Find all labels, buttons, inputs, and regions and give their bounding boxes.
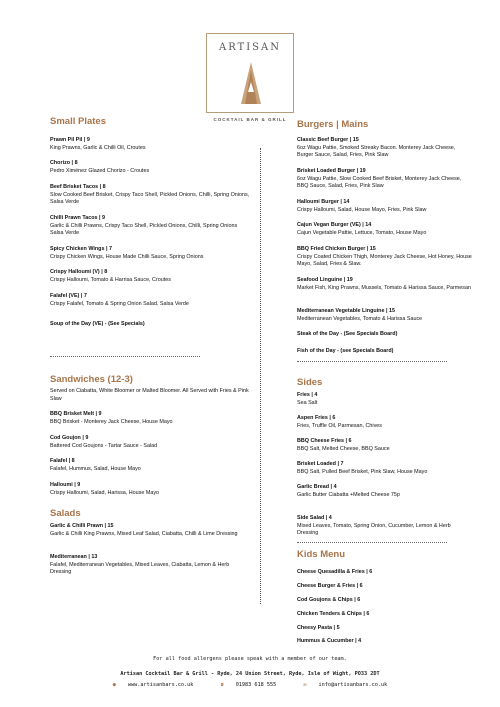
menu-item [297,392,472,407]
menu-item-name: Chicken Tenders & Chips | 6 [297,611,370,617]
menu-item [297,168,472,191]
sandwiches-intro: Served on Ciabatta, White Bloomer or Malted Bloomer. All Served with Fries & Pink Slaw [50,388,249,402]
menu-item [297,199,472,214]
menu-item-name: BBQ Cheese Fries | 6 [297,438,352,444]
menu-item [50,160,250,175]
menu-item [50,246,250,261]
menu-item-description: Mixed Leaves, Tomato, Spring Onion, Cucumber, Lemon & Herb Dressing [297,522,451,537]
menu-item [50,184,250,207]
menu-item-name: Fish of the Day - (see Specials Board) [297,348,394,354]
menu-item-description: King Prawns, Garlic & Chilli Oil, Croutes [50,144,146,151]
menu-item-description: Market Fish, King Prawns, Mussels, Tomato & Harissa Sauce, Parmesan [297,284,471,291]
menu-item [50,321,250,329]
menu-item-description: Crispy Halloumi, Tomato & Harrisa Sauce, Croutes [50,276,171,283]
globe-icon: ● [112,682,116,688]
menu-item-description: BBQ Brisket - Monterey Jack Cheese, House Mayo [50,418,173,425]
website-contact[interactable] [107,682,200,688]
menu-item [297,415,472,430]
menu-item-description: Garlic & Chilli Prawns, Crispy Taco Shell, Pickled Onions, Chilli, Spring Onions Salsa Verde [50,222,238,237]
menu-item-name: Chorizo | 8 [50,160,78,166]
menu-item-name: Halloumi | 9 [50,482,81,488]
menu-item [297,331,472,339]
menu-item-name: Chilli Prawn Tacos | 9 [50,215,106,221]
divider [297,542,447,543]
menu-item-description: Garlic & Chilli King Prawns, Mixed Leaf Salad, Ciabatta, Chilli & Lime Dressing [50,530,238,537]
menu-item-name: Falafel | 8 [50,458,75,464]
menu-item-name: Falafel (VE) | 7 [50,293,87,299]
menu-item-name: Cod Goujons & Chips | 6 [297,597,361,603]
menu-item-description: Crispy Halloumi, Salad, House Mayo, Fries, Pink Slaw [297,206,427,213]
menu-item-description: Fries, Truffle Oil, Parmesan, Chives [297,422,382,429]
menu-item-description: Crispy Falafel, Tomato & Spring Onion Salad, Salsa Verde [50,300,189,307]
menu-item-name: Seafood Linguine | 19 [297,277,353,283]
kids-menu-title: Kids Menu [297,549,346,560]
menu-item [297,484,472,499]
menu-item-name: Cheesy Pasta | 5 [297,625,340,631]
sides-title: Sides [297,377,323,388]
email-contact[interactable] [297,682,393,688]
menu-item [50,523,250,538]
menu-item [297,597,472,605]
menu-item [50,137,250,152]
menu-item [50,215,250,238]
phone-text: 01983 618 555 [235,682,277,688]
menu-item [297,438,472,453]
sandwiches-title: Sandwiches (12-3) [50,374,133,385]
menu-item-description: 6oz Wagu Pattie, Smoked Streaky Bacon. Monterey Jack Cheese, Burger Sauce, Salad, Fries, Pink Slaw [297,144,456,159]
column-divider [260,148,261,604]
menu-item-name: Mediterranean | 13 [50,554,98,560]
menu-item-name: Hummus & Cucumber | 4 [297,638,362,644]
menu-item-name: Cajun Vegan Burger (VE) | 14 [297,222,372,228]
menu-item-description: BBQ Salt, Pulled Beef Brisket, Pink Slaw, House Mayo [297,468,428,475]
menu-item [50,482,250,497]
menu-item-description: Cajun Vegetable Pattie, Lettuce, Tomato, House Mayo [297,229,427,236]
divider [297,361,447,362]
menu-item-name: Beef Brisket Tacos | 8 [50,184,106,190]
menu-item-name: Spicy Chicken Wings | 7 [50,246,112,252]
menu-item-description: Crispy Halloumi, Salad, Harissa, House Mayo [50,489,160,496]
menu-item-description: Garlic Butter Ciabatta +Melted Cheese 75p [297,491,400,498]
menu-item-description: Pedro Ximénez Glazed Chorizo - Croutes [50,167,150,174]
menu-item [50,554,250,577]
salads-title: Salads [50,508,81,519]
menu-item-name: Brisket Loaded Burger | 19 [297,168,366,174]
menu-item-name: BBQ Fried Chicken Burger | 15 [297,246,376,252]
menu-item [297,569,472,577]
menu-item-name: Crispy Halloumi (V) | 8 [50,269,108,275]
menu-item [297,277,472,292]
menu-item-name: Cheese Burger & Fries | 6 [297,583,363,589]
menu-item [297,137,472,160]
logo [206,33,294,113]
email-icon: ✉ [303,682,307,688]
phone-icon: ☎ [220,682,224,688]
address: Artisan Cocktail Bar & Grill - Ryde, 24 Union Street, Ryde, Isle of Wight, PO33 2DT [120,671,380,677]
menu-item-description: BBQ Salt, Melted Cheese, BBQ Sauce [297,445,390,452]
website-text: www.artisanbars.co.uk [127,682,194,688]
menu-item [297,638,472,646]
menu-item-name: Mediterranean Vegetable Linguine | 15 [297,308,395,314]
menu-item-name: Halloumi Burger | 14 [297,199,350,205]
menu-item-description: Crispy Coated Chicken Thigh, Monterey Jack Cheese, Hot Honey, House Mayo, Salad, Fries & Slaw. [297,253,472,268]
menu-item [297,348,472,356]
menu-item [50,435,250,450]
menu-item [50,458,250,473]
menu-item-name: Brisket Loaded | 7 [297,461,344,467]
menu-item [297,246,472,269]
contact-bar [0,682,500,688]
menu-item [50,269,250,284]
menu-item-description: Falafel, Mediterranean Vegetables, Mixed Leaves, Ciabatta, Lemon & Herb Dressing [50,561,230,576]
menu-item-name: Fries | 4 [297,392,318,398]
menu-item-description: Slow Cooked Beef Brisket, Crispy Taco Shell, Pickled Onions, Chilli, Spring Onions, Salsa Verde [50,191,250,206]
menu-item-name: Soup of the Day (VE) - (See Specials) [50,321,145,327]
menu-item-name: Cod Goujon | 9 [50,435,89,441]
menu-item-description: Sea Salt [297,399,318,406]
menu-item [50,293,250,308]
burgers-title: Burgers | Mains [297,119,369,130]
menu-item-name: Steak of the Day - (See Specials Board) [297,331,398,337]
divider [50,356,200,357]
menu-item-name: Aspen Fries | 6 [297,415,336,421]
logo-a-icon [241,62,261,104]
menu-item-name: Prawn Pil Pil | 9 [50,137,90,143]
menu-item [297,625,472,633]
menu-item-name: BBQ Brisket Melt | 9 [50,411,102,417]
menu-item-description: Falafel, Hummus, Salad, House Mayo [50,465,141,472]
menu-item-description: 6oz Wagu Pattie, Slow Cooked Beef Brisket, Monterey Jack Cheese, BBQ Sauce, Salad, Fries, Pink Slaw [297,175,462,190]
menu-item-name: Classic Beef Burger | 15 [297,137,359,143]
menu-item [297,583,472,591]
allergen-note: For all food allergens please speak with a member of our team. [153,656,347,662]
menu-item [297,461,472,476]
logo-title: ARTISAN [218,42,282,53]
small-plates-title: Small Plates [50,116,106,127]
menu-item [297,611,472,619]
menu-item-description: Mediterranean Vegetables, Tomato & Harissa Sauce [297,315,423,322]
email-text: info@artisanbars.co.uk [318,682,388,688]
menu-item-name: Cheese Quesadilla & Fries | 6 [297,569,373,575]
menu-item-name: Garlic & Chilli Prawn | 15 [50,523,114,529]
menu-item-name: Garlic Bread | 4 [297,484,337,490]
phone-contact[interactable] [215,682,283,688]
menu-item-name: Side Salad | 4 [297,515,332,521]
logo-subtitle: COCKTAIL BAR & GRILL [213,117,287,122]
menu-item-description: Crispy Chicken Wings, House Made Chilli Sauce, Spring Onions [50,253,204,260]
menu-item [50,411,250,426]
menu-item-description: Battered Cod Goujons - Tartar Sauce - Salad [50,442,158,449]
menu-item [297,222,472,237]
menu-item [297,515,472,538]
menu-item [297,308,472,323]
